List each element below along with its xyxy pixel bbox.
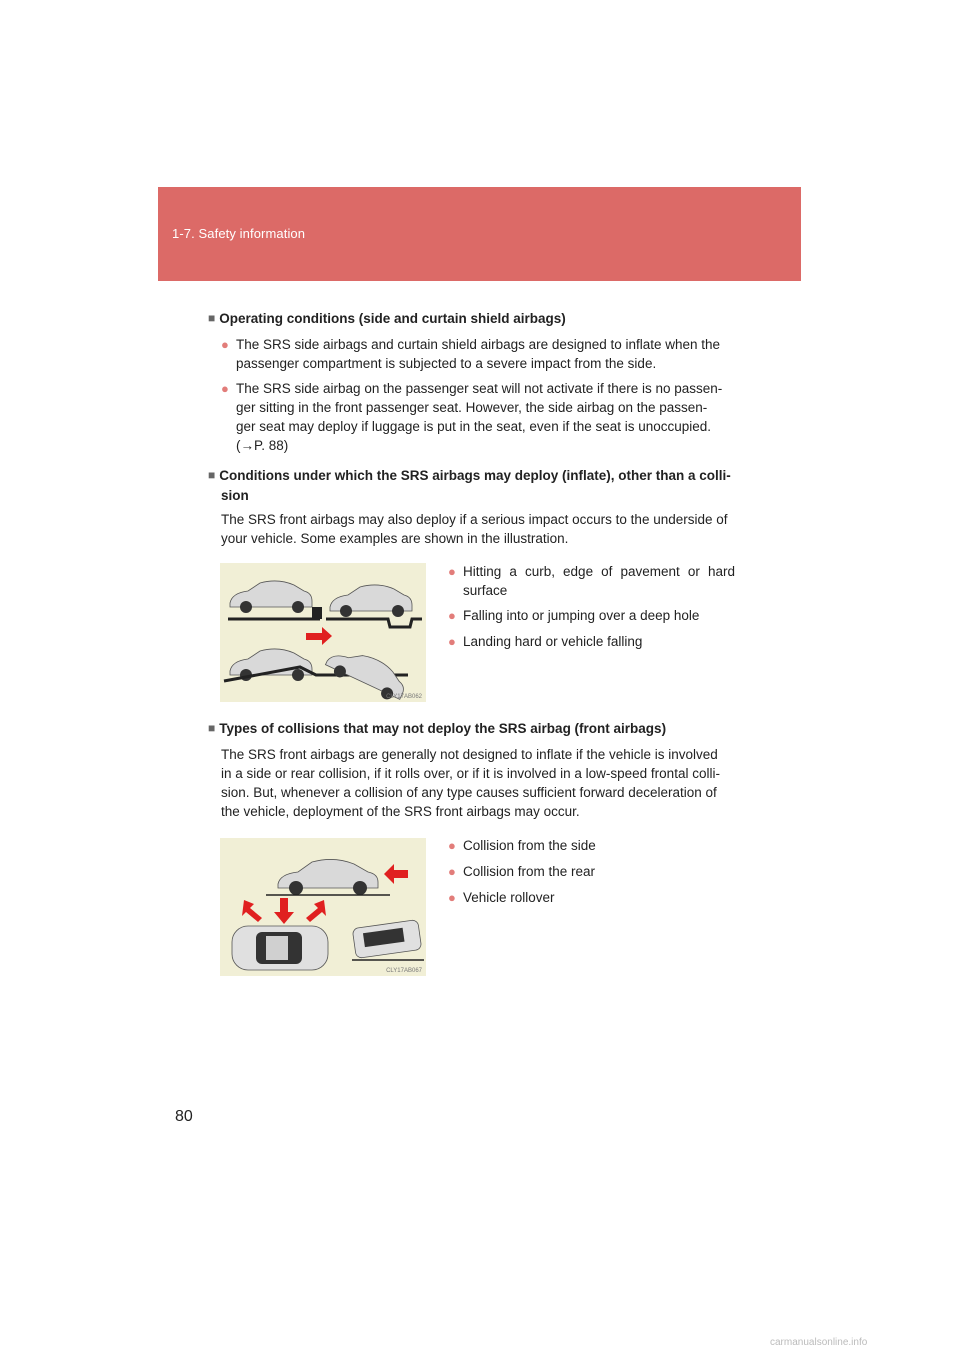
illustration-code: CLY17AB062 — [386, 694, 422, 700]
round-bullet-icon: ● — [448, 564, 456, 579]
paragraph-collision-types: The SRS front airbags are generally not designed to inflate if the vehicle is involved in a side or rear collision, if it rolls over, or if it is involved in a low-speed frontal colli- sion. But, whenever a collision of any type causes sufficient forward deceleration of the vehicle, deployment of the SRS front airbags may occur. — [221, 747, 720, 819]
heading-operating-conditions: ■ Operating conditions (side and curtain shield airbags) — [208, 311, 566, 326]
page-reference-link[interactable]: (→P. 88) — [236, 438, 289, 453]
red-arrow-icon — [242, 898, 326, 924]
round-bullet-icon: ● — [448, 838, 456, 853]
square-bullet-icon: ■ — [208, 468, 216, 482]
car-impact-illustration — [220, 563, 426, 702]
bullet-collision-rear: ● Collision from the rear — [448, 864, 596, 879]
bullet-passenger-seat: ● The SRS side airbag on the passenger seat will not activate if there is no passen- ger sitting in the front passenger seat. However, the side airbag on the passen- ger seat may deploy if luggage is put in the seat, even if the seat is unoccupied. (→P. 88) — [221, 381, 723, 453]
car-side-collision — [232, 926, 328, 970]
illustration-underside-impacts — [220, 563, 426, 702]
car-rear-collision — [278, 859, 378, 895]
bullet-landing-hard: ● Landing hard or vehicle falling — [448, 634, 643, 649]
section-title: 1-7. Safety information — [172, 226, 306, 241]
heading-deploy-conditions: ■ Conditions under which the SRS airbags may deploy (inflate), other than a colli- sion — [208, 468, 731, 503]
round-bullet-icon: ● — [448, 608, 456, 623]
watermark: carmanualsonline.info — [770, 1337, 868, 1348]
bullet-side-curtain: ● The SRS side airbags and curtain shield airbags are designed to inflate when the passenger compartment is subjected to a severe impact from the side. — [221, 337, 721, 371]
bullet-falling-hole: ● Falling into or jumping over a deep hole — [448, 608, 700, 623]
car-rollover — [352, 920, 424, 960]
bullet-collision-side: ● Collision from the side — [448, 838, 596, 853]
red-arrow-icon — [384, 864, 408, 884]
illustration-collision-types — [220, 838, 426, 976]
illustration-code: CLY17AB067 — [386, 968, 422, 974]
square-bullet-icon: ■ — [208, 721, 216, 735]
car-hitting-curb — [228, 581, 322, 619]
heading-collision-types: ■ Types of collisions that may not deploy the SRS airbag (front airbags) — [208, 721, 667, 736]
car-jumping-hole — [326, 585, 422, 627]
red-arrow-icon — [306, 627, 332, 645]
car-falling — [323, 641, 411, 702]
page-number: 80 — [175, 1108, 193, 1125]
round-bullet-icon: ● — [448, 864, 456, 879]
square-bullet-icon: ■ — [208, 311, 216, 325]
bullet-hitting-curb: ● Hitting a curb, edge of pavement or hard surface — [448, 564, 735, 598]
round-bullet-icon: ● — [221, 337, 229, 352]
round-bullet-icon: ● — [221, 381, 229, 396]
bullet-rollover: ● Vehicle rollover — [448, 890, 555, 905]
round-bullet-icon: ● — [448, 634, 456, 649]
paragraph-deploy-underside: The SRS front airbags may also deploy if a serious impact occurs to the underside of your vehicle. Some examples are shown in the illustration. — [221, 512, 728, 546]
collision-illustration — [220, 838, 426, 976]
round-bullet-icon: ● — [448, 890, 456, 905]
